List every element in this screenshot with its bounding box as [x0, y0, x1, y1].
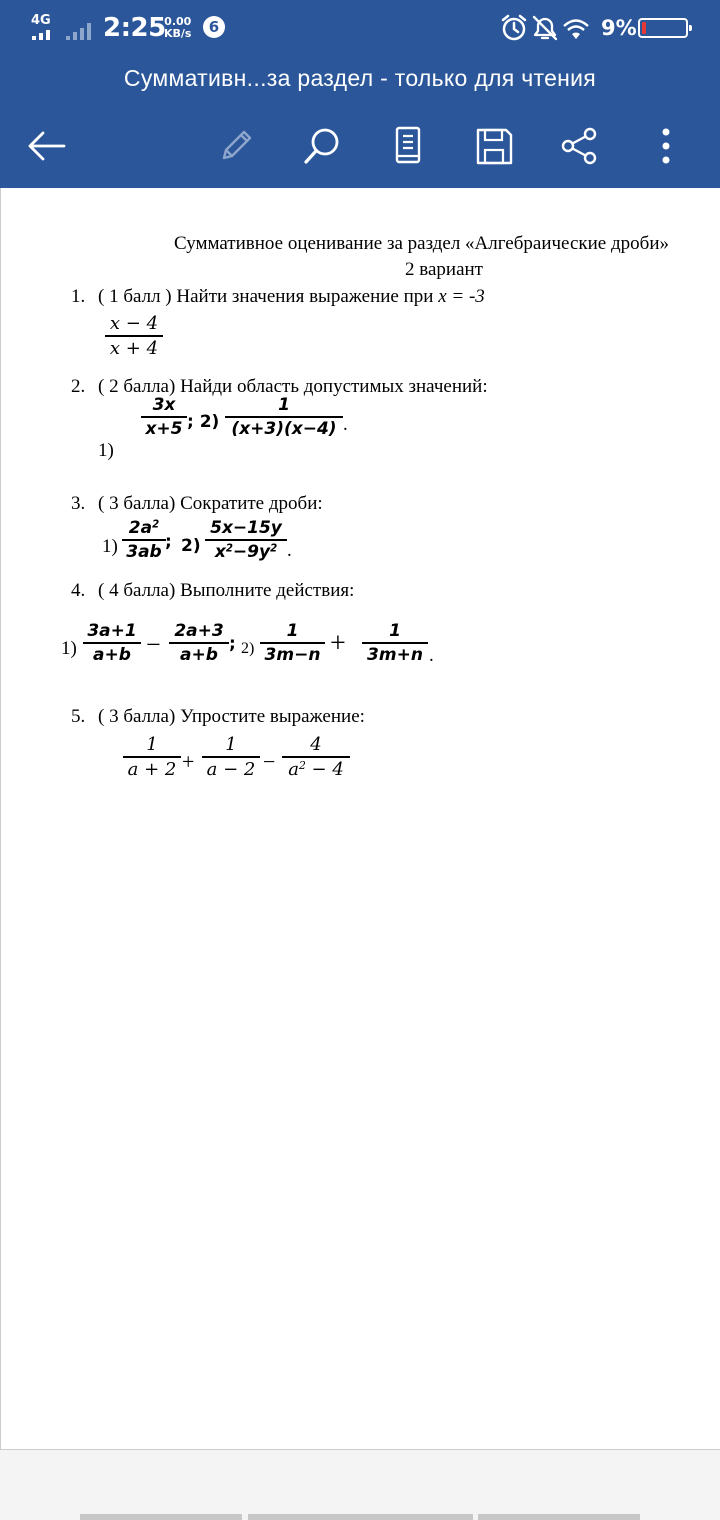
q3-part1-label: 1) [102, 536, 118, 557]
q3-separator: ; [165, 532, 172, 552]
q2-text: ( 2 балла) Найди область допустимых значений: [98, 376, 488, 397]
save-icon [474, 126, 514, 166]
share-button[interactable] [556, 122, 604, 170]
q1-numerator: x − 4 [109, 313, 159, 334]
doc-variant: 2 вариант [405, 259, 483, 280]
q4-f2-denominator: a+b [180, 644, 218, 665]
network-type: 4G [31, 13, 51, 28]
q2-separator: ; 2) [187, 412, 220, 432]
document-content [1, 188, 720, 1449]
q3-text: ( 3 балла) Сократите дроби: [98, 493, 323, 514]
battery-fill [642, 22, 646, 34]
q3-f1-denominator: 3ab [126, 541, 162, 562]
q3-fraction-2 [205, 518, 287, 562]
q5-minus: − [263, 749, 276, 774]
doc-heading: Суммативное оценивание за раздел «Алгебраические дроби» [174, 233, 669, 254]
q1-number: 1. [71, 286, 86, 307]
q3-number: 3. [71, 493, 86, 514]
search-button[interactable] [298, 122, 346, 170]
clock: 2:25 [103, 13, 166, 43]
q5-text: ( 3 балла) Упростите выражение: [98, 706, 365, 727]
q4-f1-numerator: 3a+1 [87, 621, 137, 641]
q4-f1-denominator: a+b [93, 644, 131, 665]
q4-f3-numerator: 1 [286, 621, 299, 641]
q5-fraction-1 [123, 734, 181, 780]
q4-separator: ; [229, 634, 236, 654]
q5-plus: + [182, 749, 195, 774]
q2-end: . [343, 414, 348, 435]
q4-f4-numerator: 1 [389, 621, 401, 641]
q4-f4-denominator: 3m+n [367, 644, 423, 665]
battery-icon [638, 18, 688, 38]
q2-f1-denominator: x+5 [145, 418, 183, 439]
q5-f3-numerator: 4 [310, 734, 322, 755]
q4-number: 4. [71, 580, 86, 601]
q2-f2-denominator: (x+3)(x−4) [231, 418, 337, 439]
q4-text: ( 4 балла) Выполните действия: [98, 580, 355, 601]
speed-value: 0.00 [164, 15, 192, 28]
back-button[interactable] [22, 122, 70, 170]
signal-icon [32, 28, 62, 40]
speed-unit: KB/s [164, 27, 192, 40]
nav-indicator-3 [478, 1514, 640, 1520]
q3-f2-numerator: 5x−15y [210, 518, 282, 538]
edit-button[interactable] [212, 122, 260, 170]
more-button[interactable] [642, 122, 690, 170]
notification-count-badge: 6 [203, 16, 225, 38]
q2-f2-numerator: 1 [278, 395, 290, 415]
q5-fraction-2 [202, 734, 260, 780]
q5-f3-denominator: $a^2 - 4$ [288, 758, 344, 780]
document-page[interactable] [0, 188, 720, 1450]
nav-indicator-1 [80, 1514, 242, 1520]
q4-end: . [429, 645, 434, 666]
q2-f1-numerator: 3x [152, 395, 176, 415]
battery-percent: 9% [601, 16, 637, 40]
nav-indicator-2 [248, 1514, 473, 1520]
q5-f2-numerator: 1 [225, 734, 237, 755]
search-icon [301, 125, 343, 167]
status-icons [500, 14, 596, 42]
q5-f1-numerator: 1 [146, 734, 158, 755]
share-icon [560, 126, 600, 166]
q1-condition: x = -3 [438, 286, 485, 307]
q1-denominator: x + 4 [109, 337, 159, 359]
wifi-icon [564, 21, 588, 40]
q4-part2-label: 2) [241, 640, 255, 657]
alarm-icon [503, 16, 525, 39]
back-arrow-icon [26, 130, 66, 162]
q4-plus: + [330, 628, 346, 659]
q2-fraction-2 [225, 395, 343, 439]
q3-f2-denominator: $x^2-9y^2$ [214, 541, 278, 562]
q2-part1-label: 1) [98, 440, 114, 461]
toolbar [0, 104, 720, 188]
q3-end: . [287, 540, 292, 561]
q4-part1-label: 1) [61, 638, 77, 659]
q4-f3-denominator: 3m−n [264, 644, 321, 665]
bottom-area [0, 1450, 720, 1520]
q1-line [98, 286, 485, 308]
save-button[interactable] [470, 122, 518, 170]
signal-2-icon [66, 20, 98, 40]
q4-minus: − [146, 630, 161, 659]
document-title: Суммативн...за раздел - только для чтения [0, 52, 720, 104]
q4-fraction-2 [169, 621, 229, 665]
q4-fraction-1 [83, 621, 141, 665]
q5-f1-denominator: a + 2 [127, 758, 177, 780]
edit-pencil-icon [216, 126, 256, 166]
q5-f2-denominator: a − 2 [206, 758, 256, 780]
q3-fraction-1 [122, 518, 166, 562]
more-icon [660, 126, 672, 166]
q5-fraction-3 [282, 734, 350, 780]
q1-fraction [105, 313, 163, 359]
q4-fraction-3 [260, 621, 325, 665]
q5-number: 5. [71, 706, 86, 727]
mute-icon [534, 17, 556, 39]
q2-fraction-1 [141, 395, 187, 439]
q3-part2-label: 2) [181, 536, 201, 556]
reading-mode-button[interactable] [384, 122, 432, 170]
status-bar [0, 0, 720, 52]
q3-f1-numerator: $2a^2$ [128, 518, 160, 538]
q4-f2-numerator: 2a+3 [174, 621, 224, 641]
q1-text: ( 1 балл ) Найти значения выражение при [98, 286, 434, 307]
network-speed [164, 16, 191, 40]
q2-number: 2. [71, 376, 86, 397]
reading-mode-icon [393, 126, 423, 166]
q4-fraction-4 [362, 621, 428, 665]
